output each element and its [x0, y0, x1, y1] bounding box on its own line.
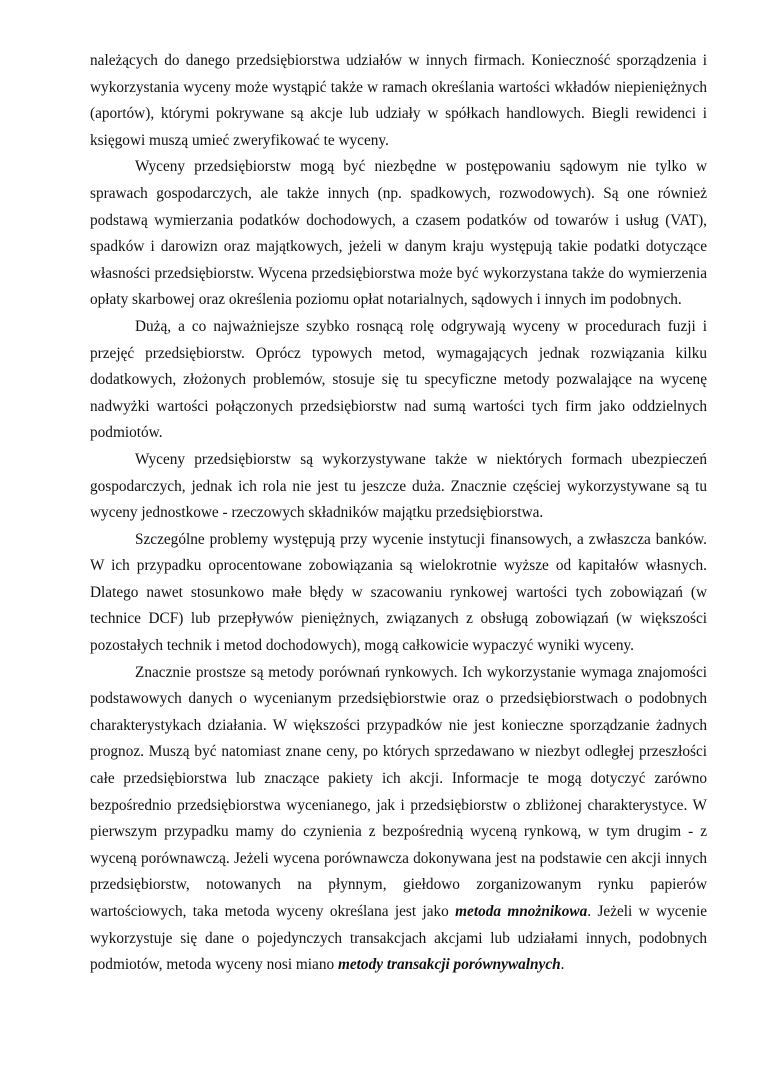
paragraph-6-text-a: Znacznie prostsze są metody porównań rynkowych. Ich wykorzystanie wymaga znajomości podstawowych danych o wycenianym przedsiębiorstwie oraz o przedsiębiorstwach o podobnych charakterystykach działania. W większości przypadków nie jest konieczne sporządzanie żadnych prognoz. Muszą być natomiast znane ceny, po których sprzedawano w niezbyt odległej przeszłości całe przedsiębiorstwa lub znaczące pakiety ich akcji. Informacje te mogą dotyczyć zarówno bezpośrednio przedsiębiorstwa wycenianego, jak i przedsiębiorstw o zbliżonej charakterystyce. W pierwszym przypadku mamy do czynienia z bezpośrednią wyceną rynkową, w tym drugim - z wyceną porównawczą. Jeżeli wycena porównawcza dokonywana jest na podstawie cen akcji innych przedsiębiorstw, notowanych na płynnym, giełdowo zorganizowanym rynku papierów wartościowych, taka metoda wyceny określana jest jako	[90, 663, 707, 920]
paragraph-6-text-b: . Jeżeli w wycenie wykorzystuje się dane o pojedynczych transakcjach akcjami lub udziałami innych, podobnych podmiotów, metoda wyceny nosi miano	[90, 903, 707, 974]
paragraph-4-text: Wyceny przedsiębiorstw są wykorzystywane także w niektórych formach ubezpieczeń gospodarczych, jednak ich rola nie jest tu jeszcze duża. Znacznie częściej wykorzystywane są tu wyceny jednostkowe - rzeczowych składników majątku przedsiębiorstwa.	[90, 450, 707, 522]
paragraph-6-text-c: .	[560, 956, 565, 974]
term-metody-transakcji-porownywalnych: metody transakcji porównywalnych	[337, 956, 561, 974]
paragraph-2-text: Wyceny przedsiębiorstw mogą być niezbędne w postępowaniu sądowym nie tylko w sprawach gospodarczych, ale także innych (np. spadkowych, rozwodowych). Są one również podstawą wymierzania podatków dochodowych, a czasem podatków od towarów i usług (VAT), spadków i darowizn oraz majątkowych, jeżeli w danym kraju występują takie podatki dotyczące własności przedsiębiorstw. Wycena przedsiębiorstwa może być wykorzystana także do wymierzenia opłaty skarbowej oraz określenia poziomu opłat notarialnych, sądowych i innych im podobnych.	[90, 158, 707, 309]
paragraph-6	[90, 660, 707, 979]
paragraph-4	[90, 447, 707, 527]
paragraph-5	[90, 527, 707, 660]
paragraph-3-text: Dużą, a co najważniejsze szybko rosnącą rolę odgrywają wyceny w procedurach fuzji i przejęć przedsiębiorstw. Oprócz typowych metod, wymagających jednak rozwiązania kilku dodatkowych, złożonych problemów, stosuje się tu specyficzne metody pozwalające na wycenę nadwyżki wartości połączonych przedsiębiorstw nad sumą wartości tych firm jako oddzielnych podmiotów.	[90, 317, 707, 442]
paragraph-3	[90, 314, 707, 447]
document-page	[90, 48, 707, 979]
paragraph-1-text: należących do danego przedsiębiorstwa udziałów w innych firmach. Konieczność sporządzenia i wykorzystania wyceny może wystąpić także w ramach określania wartości wkładów niepieniężnych (aportów), którymi pokrywane są akcje lub udziały w spółkach handlowych. Biegli rewidenci i księgowi muszą umieć zweryfikować te wyceny.	[90, 52, 707, 149]
paragraph-5-text: Szczególne problemy występują przy wycenie instytucji finansowych, a zwłaszcza banków. W ich przypadku oprocentowane zobowiązania są wielokrotnie wyższe od kapitałów własnych. Dlatego nawet stosunkowo małe błędy w szacowaniu rynkowej wartości tych zobowiązań (w technice DCF) lub przepływów pieniężnych, związanych z obsługą zobowiązań (w większości pozostałych technik i metod dochodowych), mogą całkowicie wypaczyć wyniki wyceny.	[90, 530, 707, 655]
term-metoda-mnoznikowa: metoda mnożnikowa	[455, 903, 588, 920]
paragraph-1	[90, 48, 707, 154]
paragraph-2	[90, 154, 707, 314]
